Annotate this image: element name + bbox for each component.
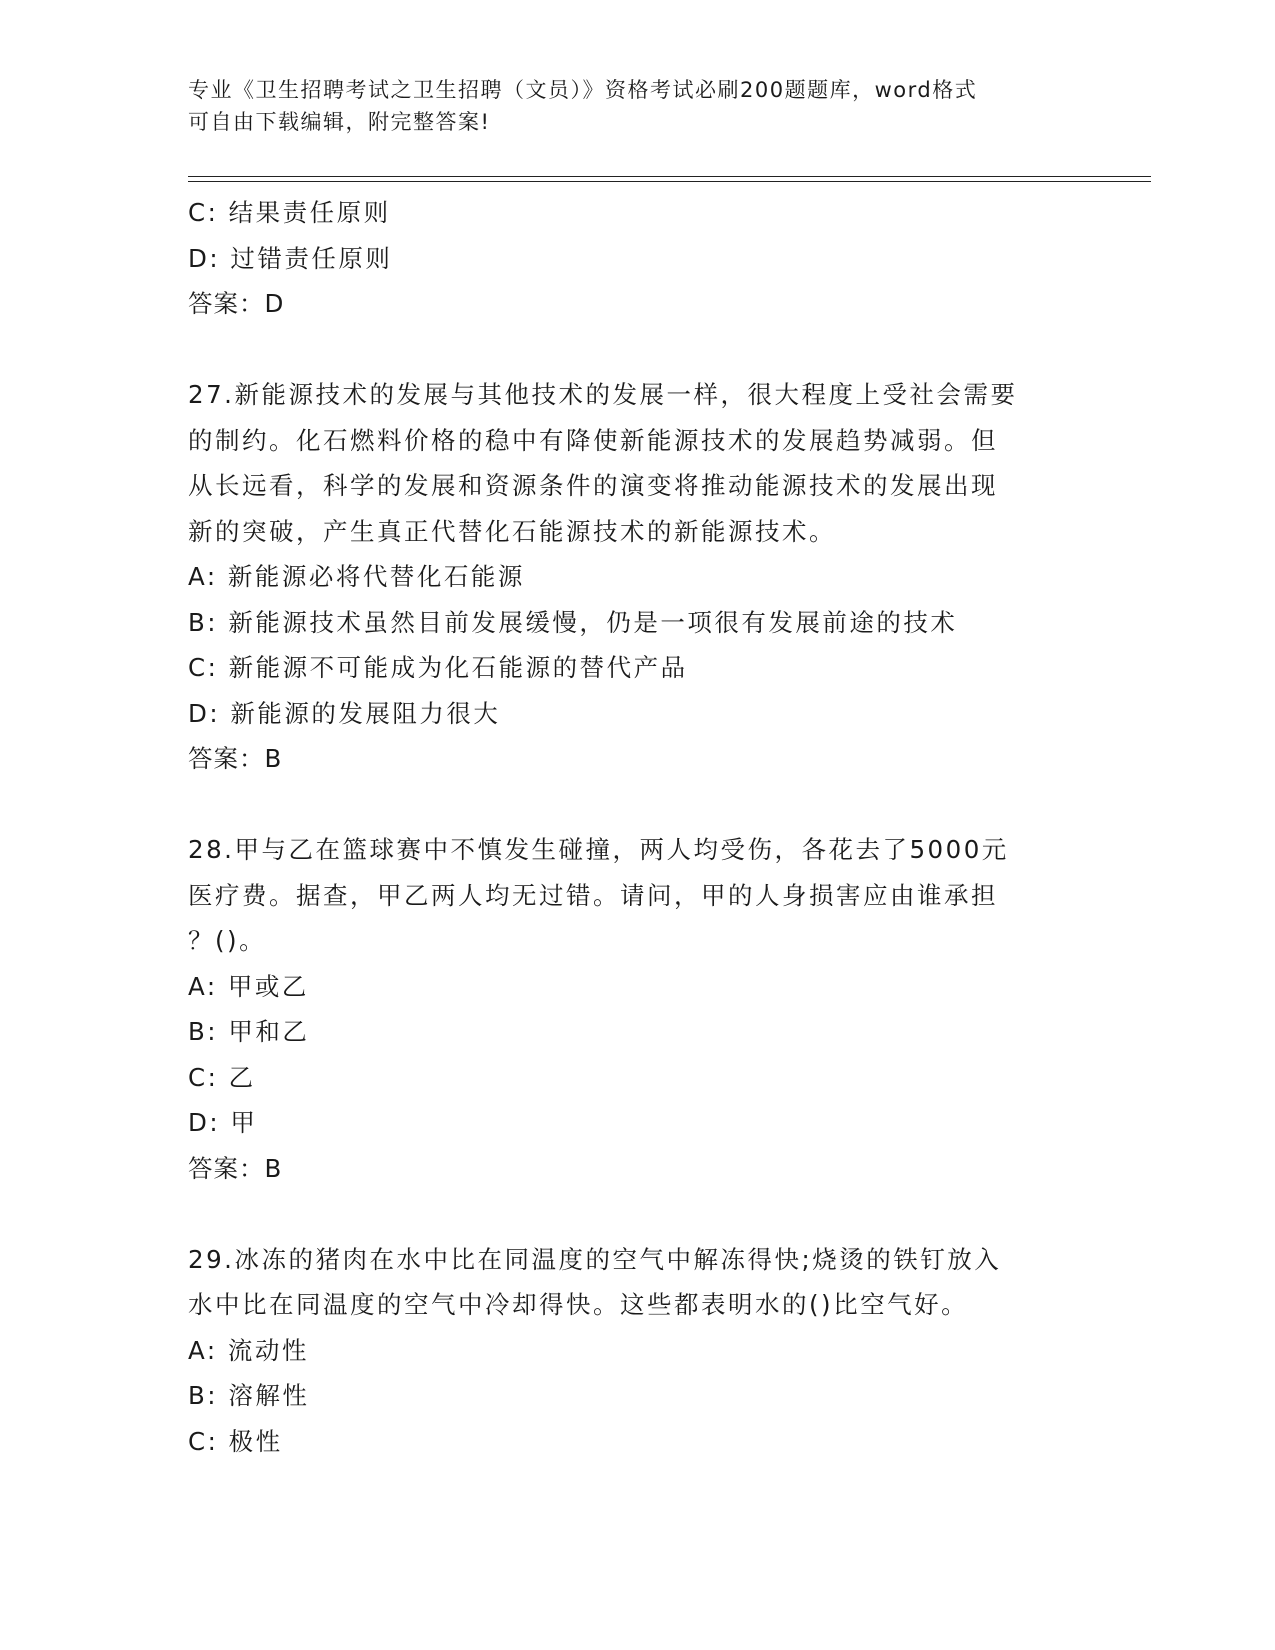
- header-line-2: 可自由下载编辑，附完整答案!: [188, 110, 491, 134]
- page-header: [188, 74, 1088, 138]
- question-text-line: 28.甲与乙在篮球赛中不慎发生碰撞，两人均受伤，各花去了5000元: [188, 835, 1009, 864]
- question-text: [188, 372, 1088, 554]
- spacer: [188, 1191, 1088, 1237]
- option-b: B: 甲和乙: [188, 1017, 310, 1046]
- answer-line: 答案：B: [188, 744, 283, 773]
- question-28: [188, 827, 1088, 1191]
- question-text-line: 的制约。化石燃料价格的稳中有降使新能源技术的发展趋势减弱。但: [188, 425, 998, 455]
- option-c: C: 新能源不可能成为化石能源的替代产品: [188, 653, 688, 682]
- question-text-line: 新的突破，产生真正代替化石能源技术的新能源技术。: [188, 516, 836, 546]
- spacer: [188, 782, 1088, 828]
- question-text-line: 27.新能源技术的发展与其他技术的发展一样，很大程度上受社会需要: [188, 380, 1018, 409]
- question-text-line: 29.冰冻的猪肉在水中比在同温度的空气中解冻得快;烧烫的铁钉放入: [188, 1244, 1002, 1274]
- question-text-line: 从长远看，科学的发展和资源条件的演变将推动能源技术的发展出现: [188, 471, 998, 500]
- question-list: [188, 190, 1088, 1464]
- option-c: C: 结果责任原则: [188, 198, 391, 227]
- question-29: [188, 1237, 1088, 1465]
- option-d: D: 过错责任原则: [188, 243, 393, 273]
- question-text: [188, 827, 1088, 964]
- answer-line: 答案：D: [188, 289, 285, 318]
- answer-line: 答案：B: [188, 1153, 283, 1183]
- option-c: C: 乙: [188, 1062, 256, 1092]
- question-26-tail: [188, 190, 1088, 327]
- header-divider-top: [188, 176, 1151, 177]
- option-b: B: 新能源技术虽然目前发展缓慢，仍是一项很有发展前途的技术: [188, 607, 958, 637]
- option-a: A: 流动性: [188, 1335, 309, 1365]
- option-a: A: 甲或乙: [188, 971, 309, 1001]
- header-line-1: 专业《卫生招聘考试之卫生招聘（文员）》资格考试必刷200题题库，word格式: [188, 78, 978, 102]
- option-d: D: 甲: [188, 1108, 258, 1137]
- option-c: C: 极性: [188, 1426, 283, 1456]
- spacer: [188, 327, 1088, 373]
- question-text-line: ？()。: [188, 926, 267, 955]
- question-text: [188, 1237, 1088, 1328]
- question-27: [188, 372, 1088, 782]
- question-text-line: 水中比在同温度的空气中冷却得快。这些都表明水的()比空气好。: [188, 1290, 969, 1319]
- question-text-line: 医疗费。据查，甲乙两人均无过错。请问，甲的人身损害应由谁承担: [188, 880, 998, 910]
- option-d: D: 新能源的发展阻力很大: [188, 698, 501, 728]
- option-b: B: 溶解性: [188, 1381, 310, 1410]
- header-divider-bottom: [188, 181, 1151, 182]
- option-a: A: 新能源必将代替化石能源: [188, 562, 525, 591]
